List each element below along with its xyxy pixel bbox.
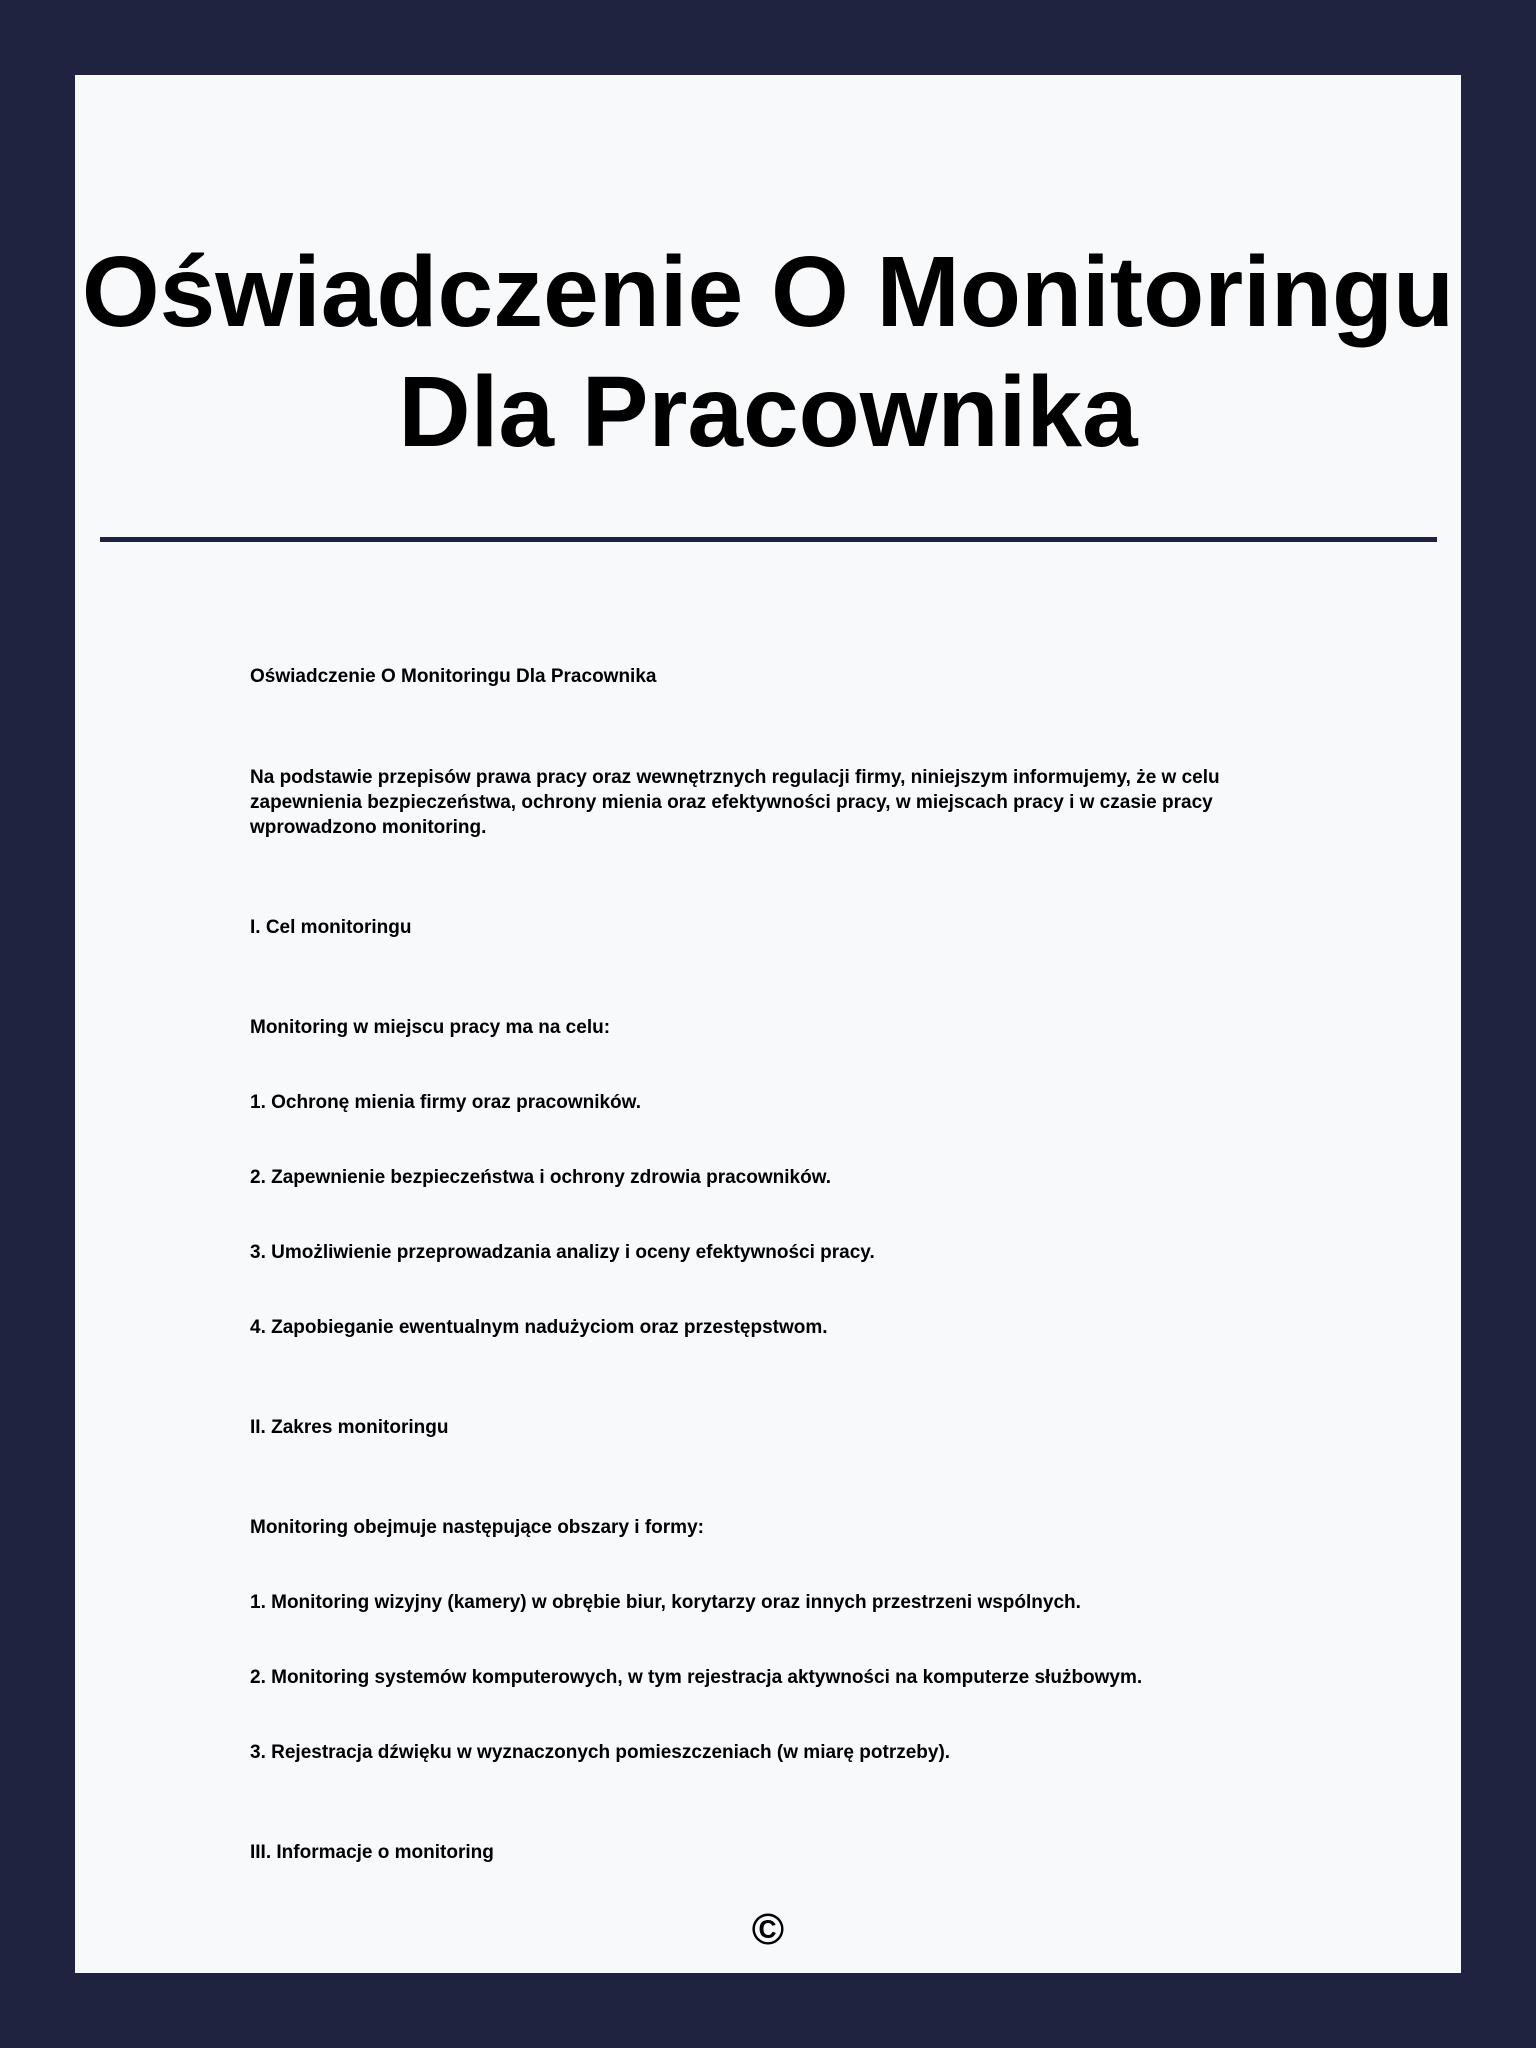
document-subtitle: Oświadczenie O Monitoringu Dla Pracownika bbox=[250, 666, 657, 687]
intro-paragraph: Na podstawie przepisów prawa pracy oraz wewnętrznych regulacji firmy, niniejszym informujemy, że w celu zapewnienia bezpieczeństwa, ochrony mienia oraz efektywności pracy, w miejscach pracy i w czasie pracy wprowadzono monitoring. bbox=[250, 767, 1220, 838]
list-item: 1. Ochronę mienia firmy oraz pracowników. bbox=[250, 1092, 642, 1113]
list-item: 1. Monitoring wizyjny (kamery) w obrębie biur, korytarzy oraz innych przestrzeni wspólnych. bbox=[250, 1592, 1081, 1613]
page-title-line-2: Dla Pracownika bbox=[398, 356, 1138, 468]
list-item: 3. Rejestracja dźwięku w wyznaczonych pomieszczeniach (w miarę potrzeby). bbox=[250, 1742, 951, 1763]
list-item: 2. Zapewnienie bezpieczeństwa i ochrony zdrowia pracowników. bbox=[250, 1167, 832, 1188]
document-page bbox=[75, 75, 1461, 1973]
copyright-icon: © bbox=[751, 1905, 785, 1954]
page-title-line-1: Oświadczenie O Monitoringu bbox=[81, 236, 1455, 348]
title-divider bbox=[100, 537, 1437, 542]
section-lead-2: Monitoring obejmuje następujące obszary i formy: bbox=[250, 1517, 704, 1538]
list-item: 4. Zapobieganie ewentualnym nadużyciom oraz przestępstwom. bbox=[250, 1317, 828, 1338]
section-heading-2: II. Zakres monitoringu bbox=[250, 1417, 449, 1438]
section-lead-1: Monitoring w miejscu pracy ma na celu: bbox=[250, 1017, 611, 1038]
section-heading-3: III. Informacje o monitoring bbox=[250, 1842, 494, 1863]
list-item: 2. Monitoring systemów komputerowych, w tym rejestracja aktywności na komputerze służbowym. bbox=[250, 1667, 1143, 1688]
list-item: 3. Umożliwienie przeprowadzania analizy i oceny efektywności pracy. bbox=[250, 1242, 875, 1263]
section-heading-1: I. Cel monitoringu bbox=[250, 917, 412, 938]
